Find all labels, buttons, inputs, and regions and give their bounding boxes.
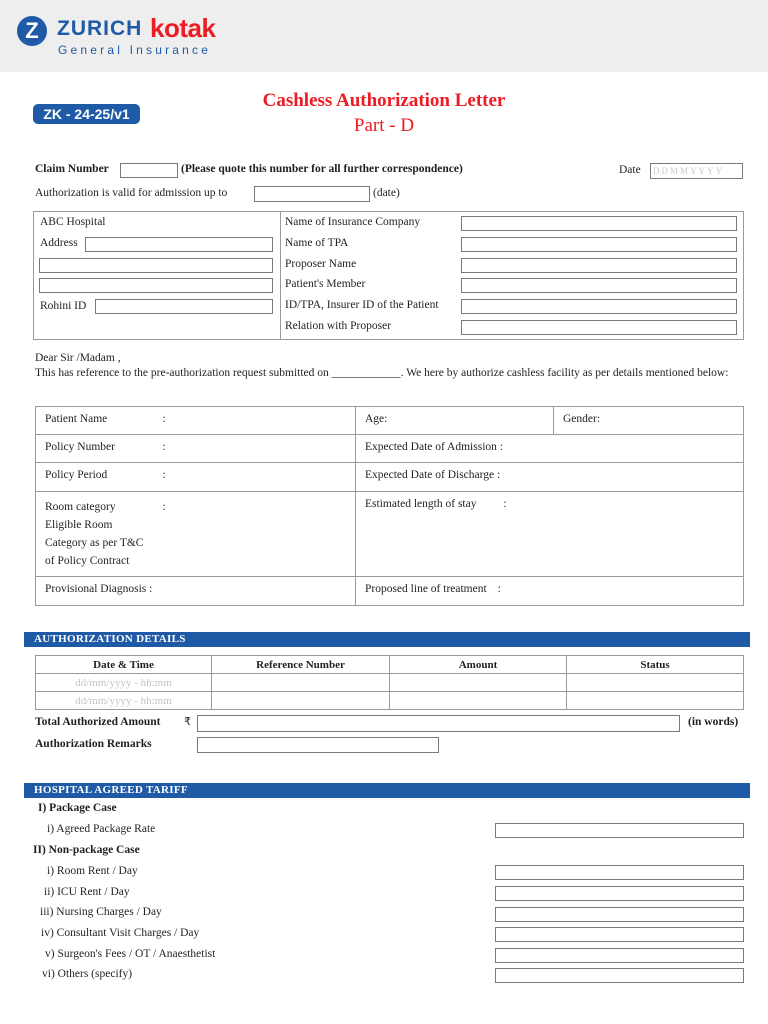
policy-period-label: Policy Period xyxy=(45,469,108,481)
consultant-label: iv) Consultant Visit Charges / Day xyxy=(41,927,200,939)
proposer-name-field[interactable] xyxy=(461,258,737,273)
hospital-name: ABC Hospital xyxy=(40,216,106,228)
colon: : xyxy=(162,501,166,513)
room-rent-field[interactable] xyxy=(495,865,744,880)
policy-number-label: Policy Number xyxy=(45,441,115,453)
est-stay-cell xyxy=(356,492,744,577)
room-category-label: Room category xyxy=(45,501,116,513)
zurich-logo-icon: Z xyxy=(17,16,47,46)
policy-period-cell xyxy=(36,463,356,492)
insurance-company-field[interactable] xyxy=(461,216,737,231)
col-amount: Amount xyxy=(390,656,567,674)
total-amount-label: Total Authorized Amount xyxy=(35,716,161,728)
nursing-field[interactable] xyxy=(495,907,744,922)
nursing-label: iii) Nursing Charges / Day xyxy=(40,906,162,918)
brand-kotak: kotak xyxy=(150,13,216,43)
auth-ref-cell[interactable] xyxy=(212,674,390,692)
of-policy-label: of Policy Contract xyxy=(45,555,130,567)
patient-name-label: Patient Name xyxy=(45,413,108,425)
total-amount-field[interactable] xyxy=(197,715,680,732)
page-title: Cashless Authorization Letter xyxy=(262,90,506,111)
exp-admission-label: Expected Date of Admission xyxy=(365,441,497,453)
surgeon-label: v) Surgeon's Fees / OT / Anaesthetist xyxy=(45,948,216,960)
colon: : xyxy=(496,469,501,481)
patient-member-field[interactable] xyxy=(461,278,737,293)
age-label: Age: xyxy=(365,413,388,425)
page-subtitle: Part - D xyxy=(353,115,415,136)
room-category-cell xyxy=(36,492,356,577)
colon: : xyxy=(162,441,166,453)
exp-discharge-label: Expected Date of Discharge xyxy=(365,469,495,481)
valid-label: Authorization is valid for admission up to xyxy=(35,187,228,199)
valid-date-field[interactable] xyxy=(254,186,370,202)
claim-number-label: Claim Number xyxy=(35,163,109,175)
patient-name-cell xyxy=(36,407,356,435)
auth-ref-cell[interactable] xyxy=(212,692,390,710)
proposed-line-cell xyxy=(356,577,744,606)
colon: : xyxy=(162,413,166,425)
surgeon-field[interactable] xyxy=(495,948,744,963)
insurer-id-field[interactable] xyxy=(461,299,737,314)
exp-admission-cell xyxy=(356,435,744,463)
patient-details-table xyxy=(35,406,744,606)
claim-note: (Please quote this number for all further correspondence) xyxy=(181,163,463,175)
remarks-label: Authorization Remarks xyxy=(35,738,152,750)
date-label: Date xyxy=(619,164,641,176)
col-reference: Reference Number xyxy=(212,656,390,674)
valid-suffix: (date) xyxy=(373,187,400,199)
colon: : xyxy=(149,583,153,595)
tpa-name-field[interactable] xyxy=(461,237,737,252)
auth-date-cell[interactable]: dd/mm/yyyy - hh:mm xyxy=(36,674,212,692)
est-stay-label: Estimated length of stay xyxy=(365,498,477,510)
insurer-label-5: ID/TPA, Insurer ID of the Patient xyxy=(285,299,439,311)
auth-amount-cell[interactable] xyxy=(390,674,567,692)
package-case-label: I) Package Case xyxy=(38,802,117,814)
address-field-2[interactable] xyxy=(39,258,273,273)
age-cell xyxy=(356,407,554,435)
insurer-label-6: Relation with Proposer xyxy=(285,320,392,332)
category-tc-label: Category as per T&C xyxy=(45,537,144,549)
colon: : xyxy=(503,498,507,510)
auth-amount-cell[interactable] xyxy=(390,692,567,710)
insurer-label-4: Patient's Member xyxy=(285,278,366,290)
col-date-time: Date & Time xyxy=(36,656,212,674)
date-field[interactable]: DDMMYYYY xyxy=(650,163,743,179)
others-label: vi) Others (specify) xyxy=(42,968,133,980)
colon: : xyxy=(162,469,166,481)
consultant-field[interactable] xyxy=(495,927,744,942)
tariff-heading: HOSPITAL AGREED TARIFF xyxy=(24,783,750,798)
in-words-label: (in words) xyxy=(688,716,739,728)
insurer-label-1: Name of Insurance Company xyxy=(285,216,421,228)
exp-discharge-cell xyxy=(356,463,744,492)
remarks-field[interactable] xyxy=(197,737,439,753)
others-field[interactable] xyxy=(495,968,744,983)
eligible-room-label: Eligible Room xyxy=(45,519,113,531)
address-field-3[interactable] xyxy=(39,278,273,293)
auth-status-cell[interactable] xyxy=(567,674,744,692)
letter-body: This has reference to the pre-authorization request submitted on ____________. We here by authorize cashless facility as per details mentioned below: xyxy=(35,367,729,379)
colon: : xyxy=(497,583,501,595)
insurer-label-3: Proposer Name xyxy=(285,258,357,270)
gender-label: Gender: xyxy=(563,413,601,425)
icu-rent-field[interactable] xyxy=(495,886,744,901)
policy-number-cell xyxy=(36,435,356,463)
gender-cell xyxy=(554,407,744,435)
block-divider xyxy=(280,212,281,339)
auth-details-heading: AUTHORIZATION DETAILS xyxy=(24,632,750,647)
package-rate-field[interactable] xyxy=(495,823,744,838)
icu-rent-label: ii) ICU Rent / Day xyxy=(44,886,130,898)
auth-date-cell[interactable]: dd/mm/yyyy - hh:mm xyxy=(36,692,212,710)
proposed-line-label: Proposed line of treatment xyxy=(365,583,487,595)
package-rate-label: i) Agreed Package Rate xyxy=(47,823,156,835)
address-label: Address xyxy=(40,237,78,249)
form-code-badge: ZK - 24-25/v1 xyxy=(33,104,140,124)
prov-diag-cell xyxy=(36,577,356,606)
address-field-1[interactable] xyxy=(85,237,273,252)
rohini-field[interactable] xyxy=(95,299,273,314)
salutation: Dear Sir /Madam , xyxy=(35,352,121,364)
rohini-label: Rohini ID xyxy=(40,300,87,312)
brand-subtitle: General Insurance xyxy=(58,43,212,57)
auth-status-cell[interactable] xyxy=(567,692,744,710)
colon: : xyxy=(499,441,503,453)
auth-table xyxy=(35,655,744,710)
non-package-label: II) Non-package Case xyxy=(33,844,140,856)
brand-zurich: ZURICH xyxy=(57,17,143,40)
insurer-label-2: Name of TPA xyxy=(285,237,349,249)
prov-diag-label: Provisional Diagnosis xyxy=(45,583,147,595)
rupee-icon: ₹ xyxy=(184,715,191,728)
room-rent-label: i) Room Rent / Day xyxy=(47,865,138,877)
claim-number-field[interactable] xyxy=(120,163,178,178)
col-status: Status xyxy=(567,656,744,674)
relation-field[interactable] xyxy=(461,320,737,335)
